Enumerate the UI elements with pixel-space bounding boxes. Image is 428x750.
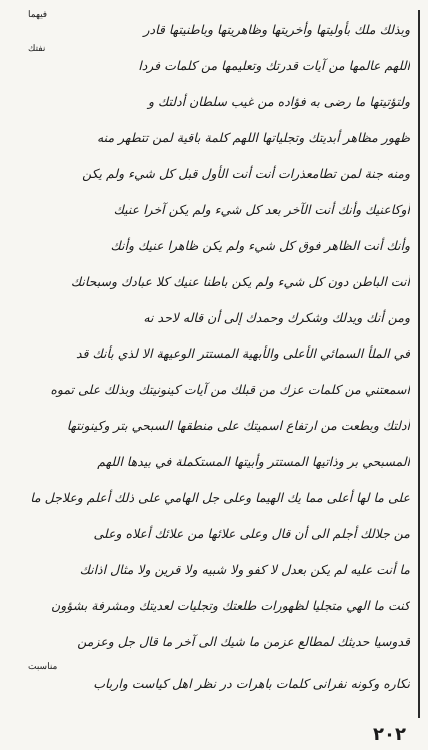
- manuscript-text-block: [22, 10, 420, 718]
- margin-gloss: نفتك: [28, 44, 46, 54]
- text-line: أوكاعنيك وأنك أنت الآخر بعد كل شيء ولم يكن آخرا عنيك: [113, 202, 410, 217]
- text-line: اللهم عالمها من آيات قدرتك وتعليمها من كلمات فردا: [138, 58, 410, 73]
- text-line: ومن أنك ويدلك وشكرك وحمدك إلى أن قاله لاحد نه: [143, 310, 410, 325]
- text-line: نكاره وكونه نفرانی کلمات باهرات در نظر اهل کیاست وارباب: [93, 676, 410, 691]
- margin-gloss: فيهما: [28, 10, 48, 20]
- page-number: ٢٠٢: [373, 724, 406, 745]
- text-line: كنت ما الهي متجليا لظهورات طلعتك وتجليات لعديتك ومشرفة بشؤون: [51, 598, 410, 613]
- text-line: اسمعتني من كلمات عزك من قبلك من آيات كينونيتك وبذلك على تموه: [50, 382, 410, 397]
- text-line: ظهور مظاهر أبديتك وتجلياتها اللهم كلمة باقية لمن تتطهر منه: [96, 130, 410, 145]
- text-line: من جلالك أجلم الى أن قال وعلى علائها من علائك أعلاه وعلى: [93, 526, 410, 541]
- text-line: أدلتك وبطعت من ارتفاع اسميتك على منطقها السبحي بتر وكينونتها: [66, 418, 410, 433]
- text-line: ومنه جنة لمن تطامعذرات أنت أنت الأول قبل كل شيء ولم يكن: [82, 166, 410, 181]
- margin-gloss: مناسبت: [28, 662, 58, 672]
- text-line: أنت الباطن دون كل شيء ولم يكن باطنا عنيك كلا عبادك وسبحانك: [70, 274, 410, 289]
- text-line: ولتؤتيتها ما رضى به فؤاده من غيب سلطان أدلتك و: [147, 94, 410, 109]
- text-line: وبذلك ملك بأوليتها وأخريتها وظاهريتها وباطنيتها قادر: [143, 22, 410, 37]
- text-line: قدوسيا حديثك لمطالع عزمن ما شيك الى آخر ما قال جل وعزمن: [77, 634, 410, 649]
- text-line: المسبحي بر وذاتيها المستتر وأبيتها المستكملة في بيدها اللهم: [97, 454, 410, 469]
- text-line: على ما لها أعلى مما يك الهيما وعلى جل الهامي على ذلك أعلم وعلاجل ما: [30, 490, 410, 505]
- text-line: في الملأ السمائي الأعلى والأبهية المستتر الوعيهة الا لذي بأنك قد: [75, 346, 410, 361]
- text-line: ما أنت عليه لم يكن بعدل لا كفو ولا شبيه ولا قرين ولا مثال اذانك: [79, 562, 410, 577]
- text-line: وأنك أنت الظاهر فوق كل شيء ولم يكن ظاهرا عنيك وأنك: [110, 238, 410, 253]
